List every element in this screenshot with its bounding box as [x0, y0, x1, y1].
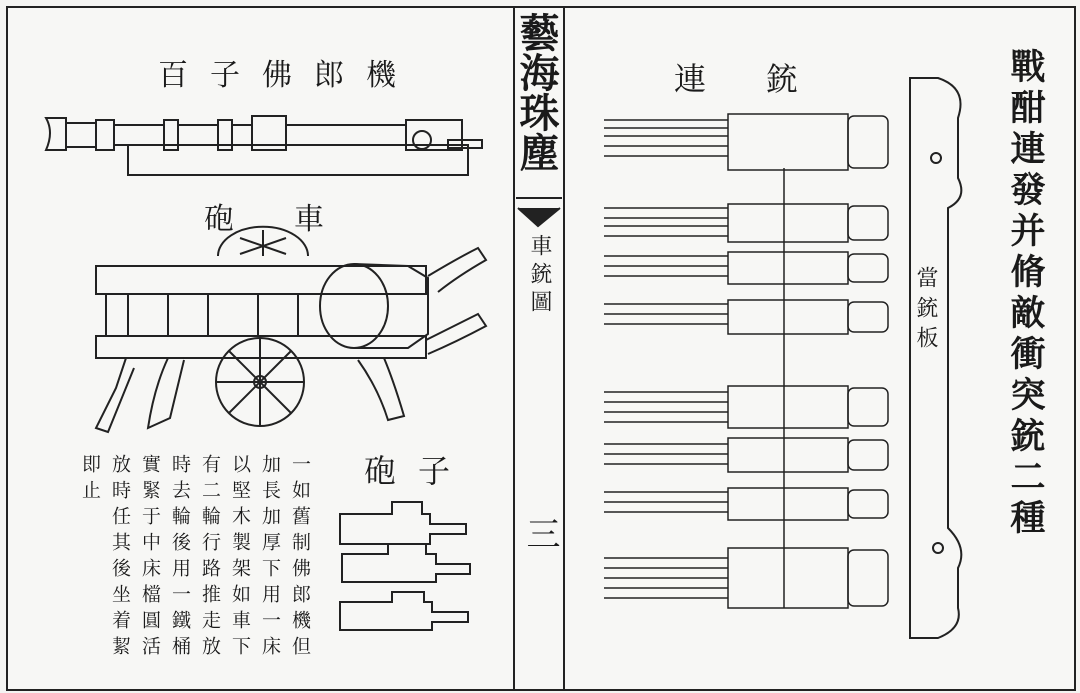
body-col-7: 放時任其後坐着絜: [109, 454, 131, 662]
body-col-5: 時去輪後用一鐵桶: [169, 454, 191, 662]
multi-barrel-guns: [604, 78, 961, 638]
right-caption: 戰酣連發并脩敵衝突銃二種: [1005, 48, 1046, 540]
title-cannon-shells: 砲子: [364, 452, 473, 490]
book-spread: [6, 6, 1076, 691]
folangji-cannon: [46, 116, 482, 175]
body-col-8: 即止: [79, 454, 101, 506]
body-col-1: 一如舊制佛郎機但: [289, 454, 311, 662]
cannon-shells: [340, 502, 470, 630]
title-folangji: 百子佛郎機: [158, 58, 418, 93]
body-col-6: 實緊于中床檔圓活: [139, 454, 161, 662]
board-label: 當銃板: [913, 266, 938, 356]
title-cannon-cart: 砲車: [204, 202, 384, 237]
section-title: 車銃圖: [527, 234, 552, 318]
book-title: 藝海珠塵: [513, 12, 560, 172]
page-number: 三: [520, 516, 560, 550]
body-col-4: 有二輪行路推走放: [199, 454, 221, 662]
cannon-cart: [96, 227, 486, 432]
title-multi-gun: 連銃: [674, 60, 859, 98]
body-col-2: 加長加厚下用一床: [259, 454, 281, 662]
body-col-3: 以堅木製架如車下: [229, 454, 251, 662]
